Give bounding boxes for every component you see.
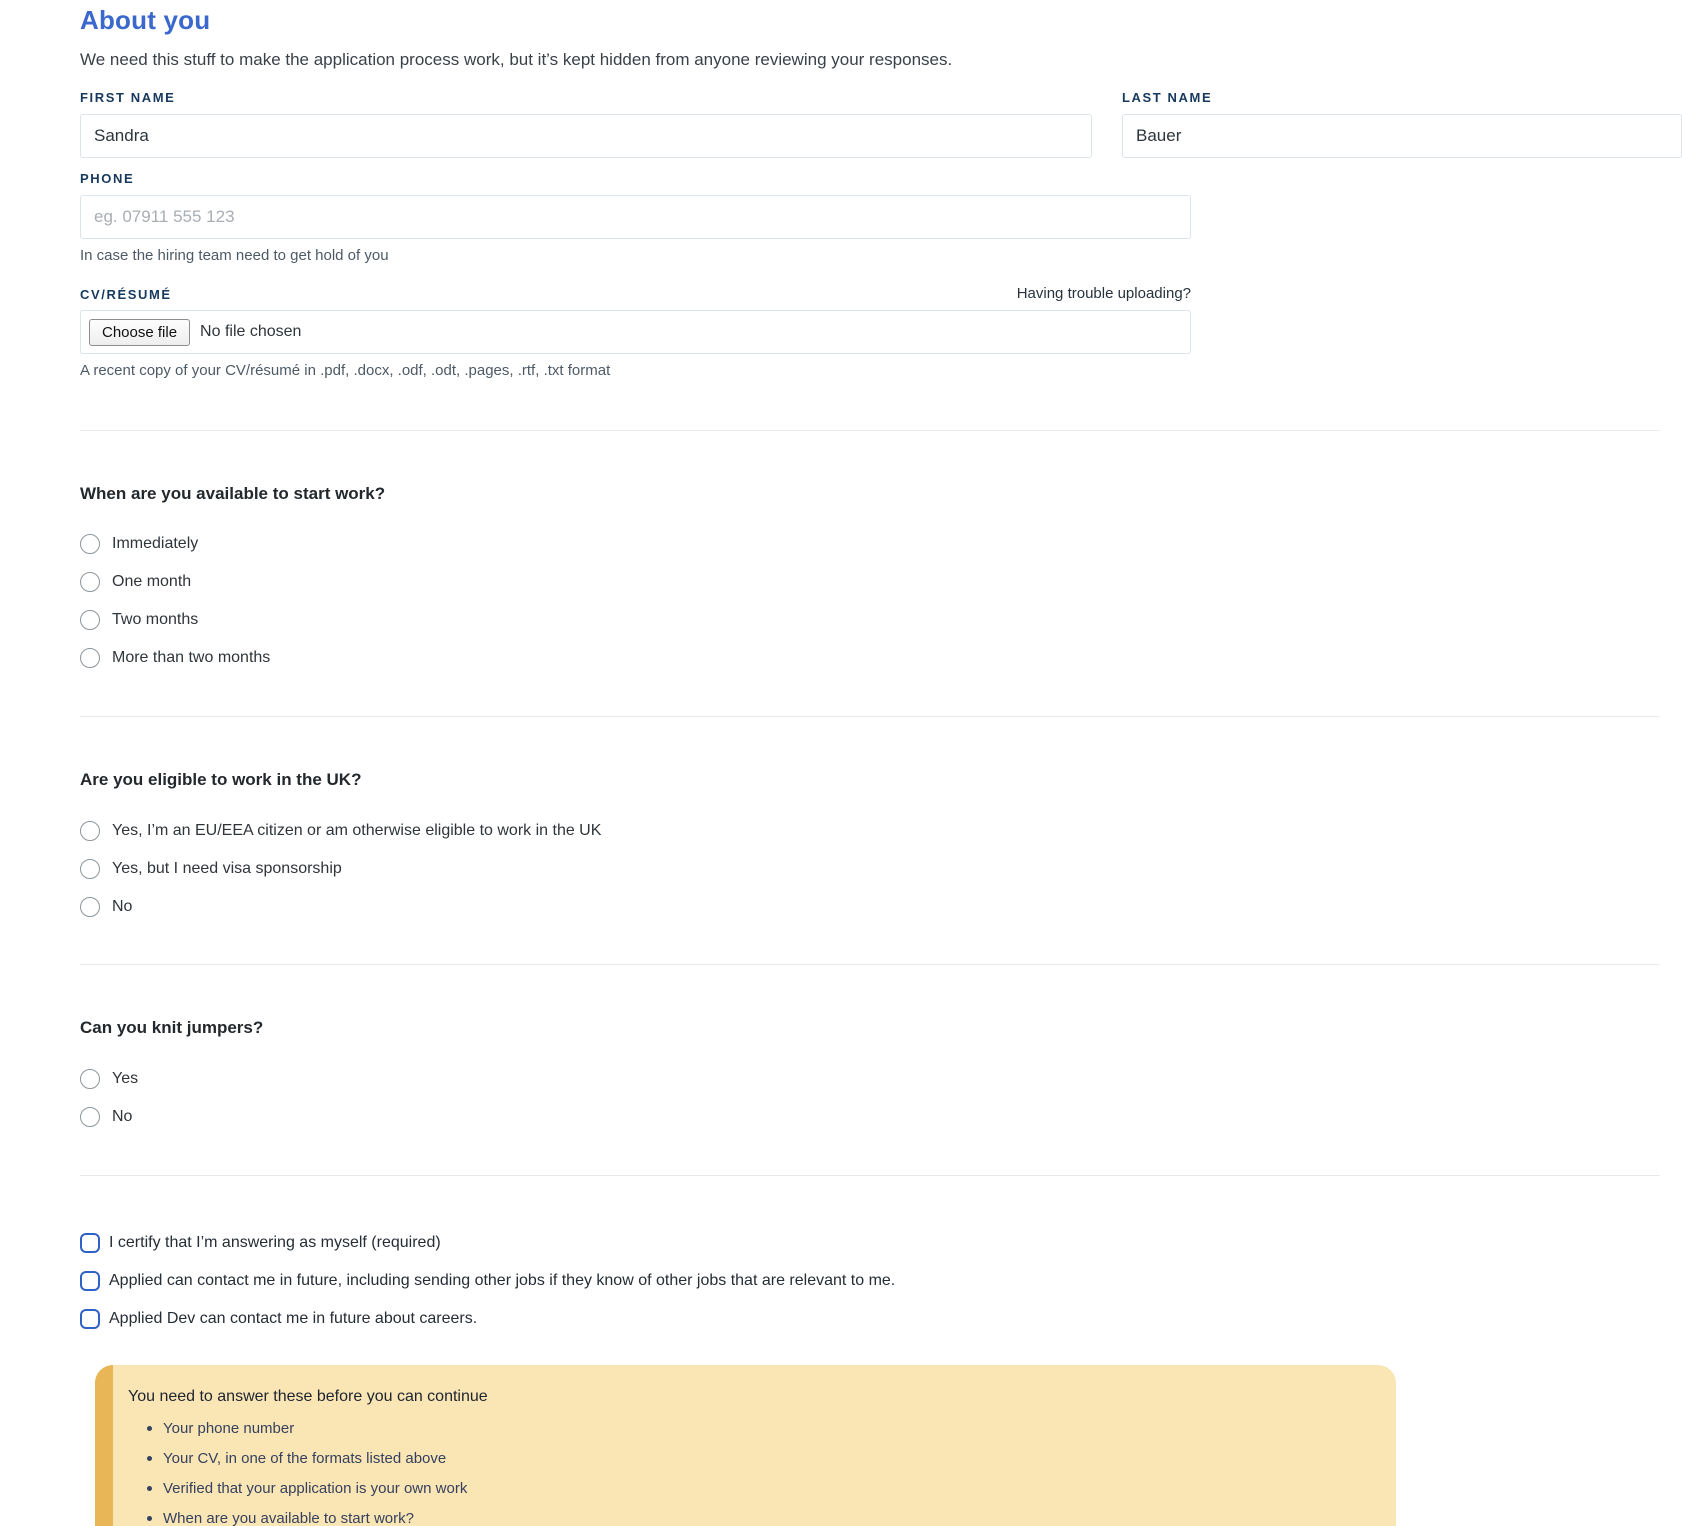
radio-option-label[interactable]: Yes	[112, 1070, 139, 1087]
radio-icon[interactable]	[80, 648, 100, 668]
page-subtitle: We need this stuff to make the application process work, but it’s kept hidden from anyone reviewing your responses.	[80, 50, 953, 69]
validation-warning-box	[95, 1365, 1396, 1526]
radio-icon[interactable]	[80, 859, 100, 879]
radio-option-label[interactable]: No	[112, 898, 133, 915]
radio-option-two-months[interactable]	[80, 601, 1682, 639]
knitting-options	[80, 1060, 1682, 1136]
phone-label: PHONE	[80, 171, 135, 186]
eligibility-question-heading: Are you eligible to work in the UK?	[80, 770, 362, 789]
radio-option-knit-no[interactable]	[80, 1098, 1682, 1136]
radio-icon[interactable]	[80, 534, 100, 554]
name-fields-row	[80, 90, 1682, 158]
radio-icon[interactable]	[80, 1107, 100, 1127]
file-status-text: No file chosen	[200, 323, 302, 340]
checkbox-option-label[interactable]: Applied can contact me in future, including sending other jobs if they know of other jobs that are relevant to me.	[109, 1272, 896, 1289]
file-upload-box[interactable]	[80, 310, 1191, 354]
warning-item	[147, 1413, 488, 1443]
phone-help-text: In case the hiring team need to get hold of you	[80, 247, 389, 264]
radio-icon[interactable]	[80, 610, 100, 630]
radio-option-label[interactable]: One month	[112, 573, 192, 590]
radio-option-not-eligible[interactable]	[80, 888, 1682, 926]
checkbox-certify-myself[interactable]	[80, 1224, 1682, 1262]
section-divider	[80, 716, 1660, 717]
radio-option-one-month[interactable]	[80, 563, 1682, 601]
radio-icon[interactable]	[80, 897, 100, 917]
checkbox-icon[interactable]	[80, 1271, 100, 1291]
knitting-question-heading: Can you knit jumpers?	[80, 1018, 264, 1037]
radio-option-label[interactable]: More than two months	[112, 649, 271, 666]
radio-option-label[interactable]: Two months	[112, 611, 199, 628]
radio-option-knit-yes[interactable]	[80, 1060, 1682, 1098]
bullet-icon	[147, 1426, 152, 1431]
section-divider	[80, 430, 1660, 431]
first-name-label: FIRST NAME	[80, 90, 176, 105]
cv-label-row	[80, 285, 1191, 303]
warning-content	[113, 1365, 518, 1526]
trouble-uploading-link[interactable]: Having trouble uploading?	[1016, 285, 1191, 302]
warning-item	[147, 1443, 488, 1473]
checkbox-option-label[interactable]: I certify that I’m answering as myself (required)	[109, 1234, 441, 1251]
phone-input[interactable]	[80, 195, 1191, 239]
section-divider	[80, 964, 1660, 965]
choose-file-button[interactable]: Choose file	[89, 319, 190, 346]
warning-item	[147, 1503, 488, 1526]
radio-option-visa-sponsorship[interactable]	[80, 850, 1682, 888]
availability-options	[80, 525, 1682, 677]
first-name-input[interactable]	[80, 114, 1092, 158]
phone-field-group	[80, 171, 1191, 239]
warning-item-text: Your CV, in one of the formats listed above	[163, 1449, 447, 1467]
bullet-icon	[147, 1486, 152, 1491]
radio-icon[interactable]	[80, 1069, 100, 1089]
checkbox-icon[interactable]	[80, 1233, 100, 1253]
section-divider	[80, 1175, 1660, 1176]
cv-help-text: A recent copy of your CV/résumé in .pdf, .docx, .odf, .odt, .pages, .rtf, .txt format	[80, 362, 611, 379]
first-name-field-group	[80, 90, 1092, 158]
radio-option-label[interactable]: Yes, I’m an EU/EEA citizen or am otherwise eligible to work in the UK	[112, 822, 602, 839]
radio-icon[interactable]	[80, 821, 100, 841]
radio-option-label[interactable]: No	[112, 1108, 133, 1125]
warning-item-text: Verified that your application is your own work	[163, 1479, 468, 1497]
radio-option-immediately[interactable]	[80, 525, 1682, 563]
checkbox-contact-careers[interactable]	[80, 1300, 1682, 1338]
warning-item-text: Your phone number	[163, 1419, 295, 1437]
checkbox-option-label[interactable]: Applied Dev can contact me in future about careers.	[109, 1310, 478, 1327]
consent-checkboxes	[80, 1224, 1682, 1338]
warning-item-text: When are you available to start work?	[163, 1509, 414, 1526]
bullet-icon	[147, 1516, 152, 1521]
warning-title: You need to answer these before you can continue	[128, 1388, 488, 1405]
availability-question-heading: When are you available to start work?	[80, 484, 386, 503]
eligibility-options	[80, 812, 1682, 926]
radio-option-label[interactable]: Immediately	[112, 535, 199, 552]
checkbox-contact-future-jobs[interactable]	[80, 1262, 1682, 1300]
radio-option-more-than-two-months[interactable]	[80, 639, 1682, 677]
radio-option-label[interactable]: Yes, but I need visa sponsorship	[112, 860, 342, 877]
last-name-label: LAST NAME	[1122, 90, 1213, 105]
radio-option-eligible-citizen[interactable]	[80, 812, 1682, 850]
warning-item	[147, 1473, 488, 1503]
checkbox-icon[interactable]	[80, 1309, 100, 1329]
last-name-input[interactable]	[1122, 114, 1682, 158]
bullet-icon	[147, 1456, 152, 1461]
cv-label: CV/RÉSUMÉ	[80, 287, 172, 302]
warning-accent-bar	[95, 1365, 113, 1526]
radio-icon[interactable]	[80, 572, 100, 592]
warning-item-list	[128, 1413, 488, 1526]
last-name-field-group	[1122, 90, 1682, 158]
page-title: About you	[80, 5, 211, 35]
